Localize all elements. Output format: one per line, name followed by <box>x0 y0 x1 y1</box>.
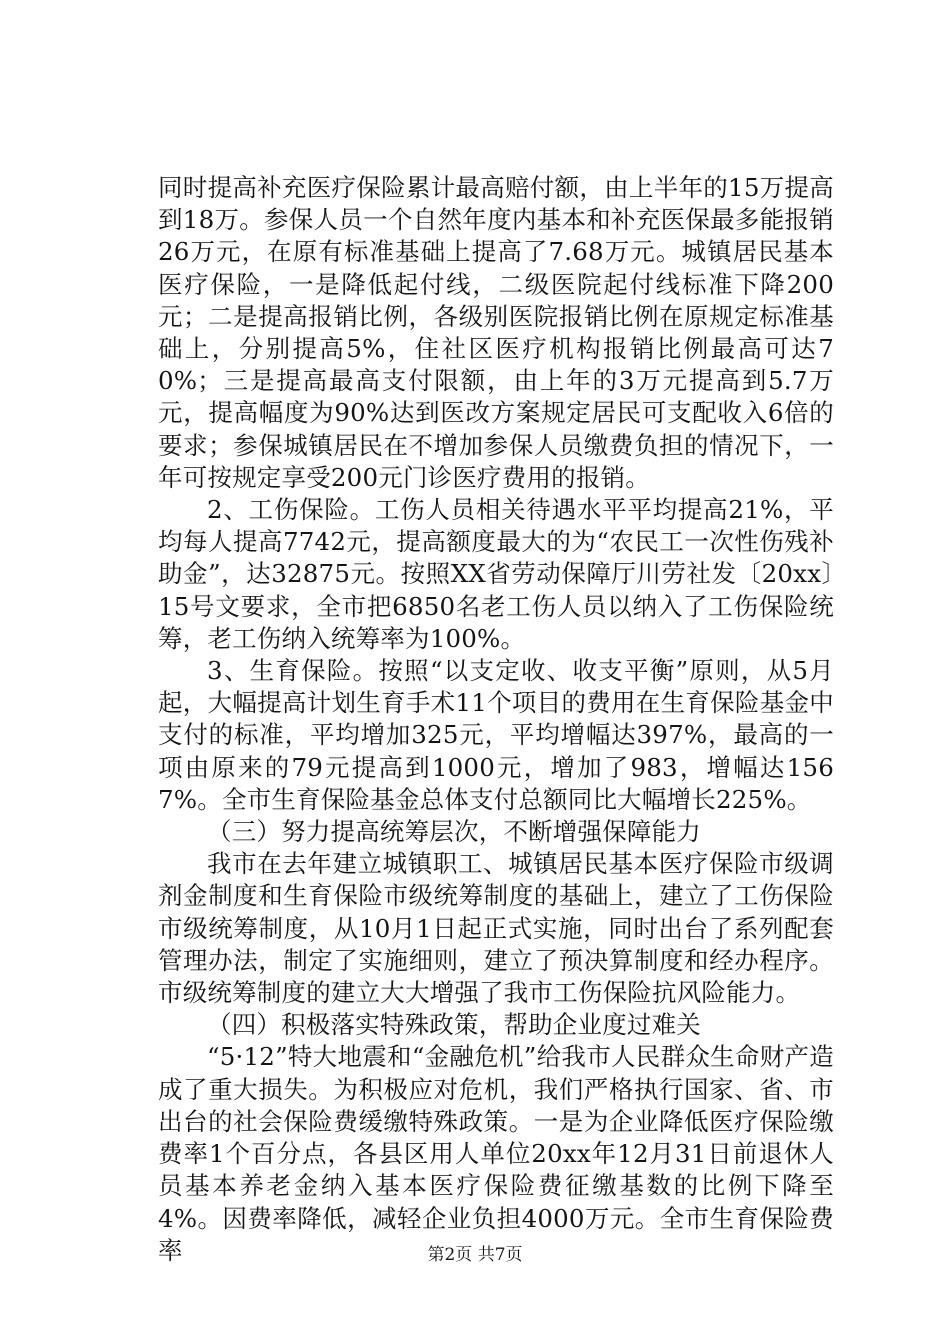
paragraph-city-level-pooling: 我市在去年建立城镇职工、城镇居民基本医疗保险市级调剂金制度和生育保险市级统筹制度的基础上，建立了工伤保险市级统筹制度，从10月1日起正式实施，同时出台了系列配套管理办法，制定了实施细则，建立了预决算制度和经办程序。市级统筹制度的建立大大增强了我市工伤保险抗风险能力。 <box>158 849 834 1008</box>
section-heading-4: （四）积极落实特殊政策，帮助企业度过难关 <box>207 1010 701 1040</box>
document-body <box>158 172 834 1267</box>
paragraph-special-policy: “5·12”特大地震和“金融危机”给我市人民群众生命财产造成了重大损失。为积极应对危机，我们严格执行国家、省、市出台的社会保险费缓缴特殊政策。一是为企业降低医疗保险缴费率1个百分点，各县区用人单位20xx年12月31日前退休人员基本养老金纳入基本医疗保险费征缴基数的比例下降至4%。因费率降低，减轻企业负担4000万元。全市生育保险费率 <box>158 1042 834 1265</box>
section-heading-3: （三）努力提高统筹层次，不断增强保障能力 <box>207 817 701 847</box>
paragraph-maternity-insurance: 3、生育保险。按照“以支定收、收支平衡”原则，从5月起，大幅提高计划生育手术11个项目的费用在生育保险基金中支付的标准，平均增加325元，平均增幅达397%，最高的一项由原来的79元提高到1000元，增加了983，增幅达1567%。全市生育保险基金总体支付总额同比大幅增长225%。 <box>158 656 834 814</box>
page-footer <box>0 1244 950 1266</box>
paragraph-work-injury-insurance: 2、工伤保险。工伤人员相关待遇水平平均提高21%，平均每人提高7742元，提高额度最大的为“农民工一次性伤残补助金”，达32875元。按照XX省劳动保障厅川劳社发〔20xx〕15号文要求，全市把6850名老工伤人员以纳入了工伤保险统筹，老工伤纳入统筹率为100%。 <box>158 495 834 653</box>
page-indicator: 第2页 共7页 <box>427 1245 523 1265</box>
paragraph-medical-insurance: 同时提高补充医疗保险累计最高赔付额，由上半年的15万提高到18万。参保人员一个自然年度内基本和补充医保最多能报销26万元，在原有标准基础上提高了7.68万元。城镇居民基本医疗保险，一是降低起付线，二级医院起付线标准下降200元；二是提高报销比例，各级别医院报销比例在原规定标准基础上，分别提高5%，住社区医疗机构报销比例最高可达70%；三是提高最高支付限额，由上年的3万元提高到5.7万元，提高幅度为90%达到医改方案规定居民可支配收入6倍的要求；参保城镇居民在不增加参保人员缴费负担的情况下，一年可按规定享受200元门诊医疗费用的报销。 <box>158 173 834 492</box>
